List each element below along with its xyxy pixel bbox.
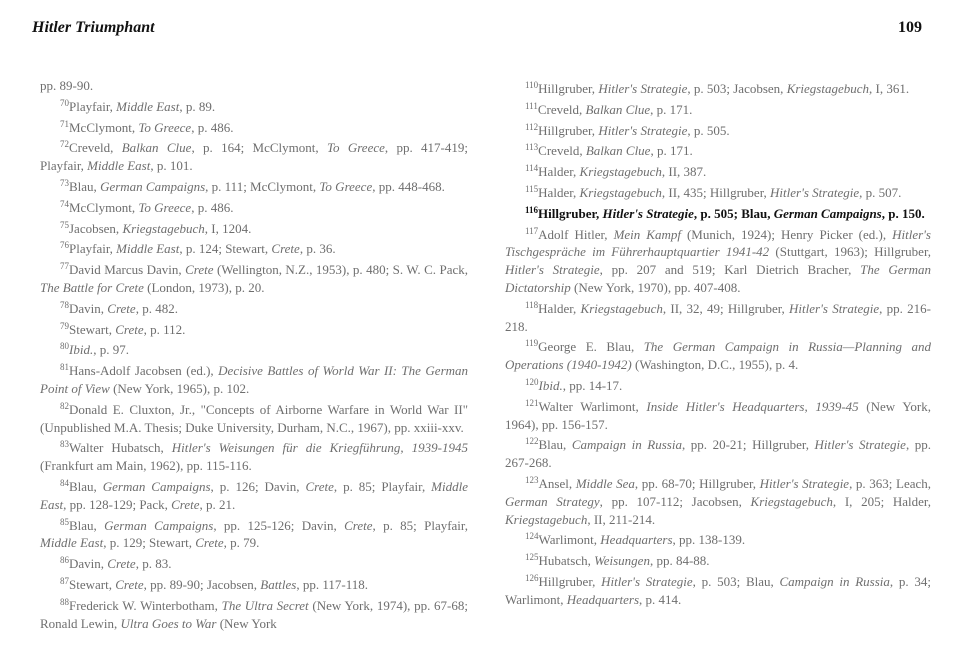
footnote-title: The German Dictatorship [505,262,931,295]
footnote-text: (New York [216,615,277,631]
footnote-text: , p. 505. [687,122,730,138]
page-number: 109 [898,19,922,36]
footnote-text: Jacobsen, [69,220,123,236]
footnote-text: , p. 34; Warlimont, [505,573,931,607]
footnote-title: Middle Sea [575,475,635,491]
footnote-number: 121 [525,397,539,408]
footnote [40,237,468,258]
footnote-text: , pp. 128-129; Pack, [63,496,172,512]
footnote-text: , pp. 89-90; Jacobsen, [143,576,261,592]
footnote-number: 117 [525,225,539,236]
footnote-title: Kriegstagebuch [505,511,588,527]
footnote-text: , p. 164; McClymont, [191,140,327,156]
footnote-text: McClymont, [69,119,139,135]
footnote-number: 86 [60,555,69,566]
footnote-text: , pp. 216-218. [505,300,931,334]
footnote-number: 70 [60,97,69,108]
footnote-title: Kriegstagebuch [579,164,662,180]
footnote-title: Ibid. [69,342,94,358]
footnote-title: Kriegstagebuch [579,184,662,200]
footnote-text: (Washington, D.C., 1955), p. 4. [631,357,799,373]
footnote [505,433,931,472]
footnote-number: 72 [60,139,69,150]
footnote-text: , p. 505; Blau, [693,205,774,221]
footnote-title: The Battle for Crete [40,279,144,295]
footnote [505,119,931,140]
footnote-title: Headquarters [566,591,639,607]
footnote-text: Creveld, [537,101,586,117]
footnote-text: , I, 1204. [204,220,252,236]
footnote-number: 88 [60,596,69,607]
footnote-text: Blau, [69,517,105,533]
footnote-text: (London, 1973), p. 20. [143,279,265,295]
footnote [40,297,468,318]
footnote-text: Hillgruber, [538,122,599,138]
footnote-title: Crete [115,576,144,592]
footnote-title: Hitler's Strategie [759,475,850,491]
footnote-text: Blau, [69,478,103,494]
footnote-title: German Campaigns [102,478,211,494]
footnote-number: 115 [525,183,539,194]
footnote-text: , p. 97. [93,342,129,358]
footnote-text: Hans-Adolf Jacobsen (ed.), [69,363,219,379]
footnote-text: Stewart, [69,576,116,592]
footnote [40,258,468,297]
footnote-number: 80 [60,341,69,352]
footnote-title: Middle East [116,241,180,257]
footnote-number: 119 [525,338,539,349]
footnote [505,570,931,609]
footnote-text: Halder, [538,164,580,180]
footnote-title: Kriegstagebuch [580,300,663,316]
footnote-text: Walter Hubatsch, [69,440,172,456]
footnote [40,175,468,196]
footnote-number: 113 [525,142,539,153]
footnote-title: German Campaigns [104,517,214,533]
footnote-text: Hillgruber, [538,81,599,96]
footnote-number: 87 [60,575,69,586]
footnote-title: Mein Kampf [613,226,681,242]
footnote-text: , p. 101. [150,158,193,174]
footnote-title: Kriegstagebuch [786,81,870,96]
footnote-number: 116 [525,204,539,215]
footnote [40,95,468,116]
footnote-text: Hillgruber, [538,205,603,221]
footnote-text: Donald E. Cluxton, Jr., "Concepts of Airborne Warfare in World War II" (Unpublished M.A. Thesis; Duke University, Durham, N.C., 1967), pp. xxiii-xxv. [40,401,468,435]
footnote-title: Crete [185,262,214,278]
footnote-text: Hubatsch, [538,553,595,569]
footnote-number: 75 [60,219,69,230]
footnote [505,77,931,98]
footnote-title: Headquarters [600,532,673,548]
footnote-number: 110 [525,80,539,90]
footnote-text: , p. 36. [299,241,336,257]
footnote-text: , p. 124; Stewart, [179,241,272,257]
running-title: Hitler Triumphant [32,19,155,36]
footnote-number: 81 [60,362,69,373]
footnote-text: (Munich, 1924); Henry Picker (ed.), [680,226,893,242]
footnote-title: Inside Hitler's Headquarters, 1939-45 [646,398,859,414]
footnote-title: Campaign in Russia [571,437,682,453]
footnote-text: Warlimont, [538,532,601,548]
footnote-text: Blau, [538,437,572,453]
footnote-text: McClymont, [69,199,139,215]
footnote-text: (Stuttgart, 1963); Hillgruber, [769,244,931,260]
footnote [40,436,468,475]
footnote-text: Halder, [538,184,580,200]
footnote-title: Hitler's Weisungen für die Kriegführung, 1939-1945 [171,440,469,456]
footnote-text: Stewart, [69,321,116,337]
footnote-text: , p. 507. [859,184,902,200]
footnote-text: , pp. 207 and 519; Karl Dietrich Bracher, [599,262,861,278]
notes-column-right [505,77,931,609]
footnote-title: Hitler's Tischgespräche im Führerhauptquartier 1941-42 [505,226,931,260]
footnote-text: George E. Blau, [538,339,644,355]
footnote-number: 126 [525,572,539,583]
footnote-text: , p. 83. [135,556,172,572]
footnote-title: Middle East [87,158,151,174]
footnote [505,160,931,181]
footnote-text: , I, 361. [869,81,910,96]
footnote-text: Walter Warlimont, [538,398,647,414]
footnote-text: , pp. 267-268. [505,437,931,471]
footnote-text: , II, 435; Hillgruber, [661,184,771,200]
footnote-text: , p. 503; Jacobsen, [687,81,787,96]
footnote-number: 78 [60,299,69,310]
notes-column-left [40,77,468,632]
footnote-title: Middle East [40,535,104,551]
footnote-number: 83 [60,439,69,450]
footnote-title: Crete [195,535,224,551]
footnote [505,549,931,570]
footnote-title: German Campaigns [100,178,206,194]
footnote-text: , pp. 117-118. [296,576,368,592]
footnote-title: Crete [115,321,144,337]
footnote-text: Playfair, [69,98,117,114]
footnote-text: , II, 32, 49; Hillgruber, [662,300,790,316]
footnote [40,116,468,137]
footnote [40,552,468,573]
footnote-number: 84 [60,477,69,488]
footnote-number: 74 [60,198,69,209]
footnote-title: Crete [107,556,136,572]
footnote-number: 125 [525,552,539,563]
footnote-number: 118 [525,299,539,310]
footnote-text: Creveld, [69,140,122,156]
footnote-title: Hitler's Strategie [505,262,600,278]
footnote-title: Decisive Battles of World War II: The German Point of View [40,363,469,396]
footnote-text: , pp. 417-419; Playfair, [40,140,468,174]
footnote [40,318,468,339]
footnote-text: , p. 85; Playfair, [372,517,468,533]
footnote-text: (Wellington, N.Z., 1953), p. 480; S. W. C. Pack, [213,262,468,278]
footnote-number: 122 [525,436,539,447]
footnote-text: , pp. 14-17. [562,377,623,393]
footnote-number: 82 [60,400,69,411]
footnote [40,475,468,514]
footnote-text: (New York, 1965), p. 102. [109,380,250,396]
footnote [40,573,468,594]
footnote-number: 73 [60,177,69,188]
footnote-text: , I, 205; Halder, [832,493,931,509]
footnote-title: Balkan Clue [585,101,651,117]
footnote [505,297,931,336]
footnote-title: Weisungen [594,553,650,569]
footnote-text: Adolf Hitler, [538,226,614,242]
footnote [40,594,468,633]
footnote [40,217,468,238]
footnote-number: 77 [60,261,69,272]
footnote-text: (Frankfurt am Main, 1962), pp. 115-116. [40,458,252,474]
footnote [505,202,931,223]
footnote [40,338,468,359]
footnote-title: Hitler's Strategie [598,122,688,138]
footnote-text: , p. 111; McClymont, [205,178,320,194]
footnote-text: , p. 171. [650,101,693,117]
footnote-text: , pp. 138-139. [672,532,746,548]
footnote-text: , p. 89. [179,98,216,114]
footnote-title: Crete [344,517,373,533]
footnote [505,139,931,160]
footnote-text: , pp. 84-88. [649,553,710,569]
footnote-title: Hitler's Strategie [789,300,880,316]
footnote-text: , p. 503; Blau, [692,573,780,589]
footnote-text: , pp. 20-21; Hillgruber, [681,437,815,453]
footnote-title: Middle East [116,98,180,114]
footnote-text: , pp. 448-468. [372,178,445,194]
footnote-text: Playfair, [69,241,117,257]
footnote-title: Hitler's Strategie [601,573,693,589]
footnote-title: Balkan Clue [121,140,192,156]
footnote-title: To Greece [138,199,192,215]
footnote-text: Frederick W. Winterbotham, [69,597,222,613]
footnote-number: 79 [60,320,69,331]
footnote-text: Davin, [69,556,108,572]
footnote-text: , p. 129; Stewart, [103,535,196,551]
footnote-title: Ultra Goes to War [120,615,217,631]
footnote-title: To Greece [138,119,192,135]
footnote-title: The Ultra Secret [221,597,309,613]
footnote-title: Hitler's Strategie [598,81,688,96]
footnote-title: Crete [271,241,300,257]
footnote-text: , pp. 68-70; Hillgruber, [634,475,760,491]
footnote-text: , p. 21. [199,496,236,512]
footnote-title: Battles [260,576,297,592]
footnote-text: , p. 414. [639,591,682,607]
footnote-text: , p. 150. [881,205,925,221]
footnote-text: , II, 387. [661,164,707,180]
footnote-title: Crete [171,496,200,512]
footnote-title: To Greece [326,140,385,156]
footnote-number: 124 [525,531,539,542]
footnote [40,398,468,437]
footnote-number: 123 [525,474,539,485]
footnote-title: German Campaigns [773,205,882,221]
footnote-text: pp. 89-90. [40,78,94,93]
footnote-title: Hitler's Strategie [770,184,860,200]
footnote [505,335,931,374]
footnote-number: 111 [525,100,538,111]
footnote-title: Hitler's Strategie [602,205,694,221]
footnote [505,528,931,549]
footnote-text: , p. 79. [223,535,260,551]
footnote-title: Middle East [40,478,468,512]
footnote [505,223,931,297]
footnote-number: 85 [60,516,69,527]
footnote [505,395,931,434]
footnote [505,181,931,202]
footnote-text: , pp. 107-112; Jacobsen, [599,493,751,509]
footnote-text: (New York, 1964), pp. 156-157. [505,398,931,432]
footnote-text: (New York, 1974), pp. 67-68; Ronald Lewin, [40,597,469,631]
footnote-text: Creveld, [538,143,586,159]
footnote-number: 112 [525,121,539,132]
footnote-title: Kriegstagebuch [750,493,833,509]
footnote-text: Blau, [69,178,101,194]
footnote [505,98,931,119]
footnote-text: , pp. 125-126; Davin, [213,517,345,533]
footnote-text: , p. 112. [143,321,186,337]
footnote-text: Halder, [538,300,581,316]
footnote-text: (New York, 1970), pp. 407-408. [570,279,741,295]
footnote-title: Crete [305,478,334,494]
footnote-title: Balkan Clue [585,143,651,159]
footnote-text: , p. 486. [191,119,234,135]
footnote-text: , p. 486. [191,199,234,215]
footnote-text: , p. 363; Leach, [849,475,932,491]
footnote [40,359,468,398]
footnote-title: The German Campaign in Russia—Planning and Operations (1940-1942) [505,339,931,373]
footnote-title: Kriegstagebuch [122,220,205,236]
footnote-number: 120 [525,376,539,387]
footnote-title: Ibid. [538,377,563,393]
footnote-number: 71 [60,118,69,129]
footnote-text: Hillgruber, [538,573,602,589]
footnote [505,374,931,395]
footnote-text: , II, 211-214. [587,511,656,527]
footnote [40,136,468,175]
footnote [505,472,931,528]
footnote-text: , p. 171. [650,143,693,159]
footnote-title: To Greece [319,178,373,194]
footnote-number: 114 [525,163,539,174]
footnote-title: German Strategy [505,493,600,509]
footnote-text: , p. 85; Playfair, [333,478,432,494]
footnote [40,514,468,553]
footnote-text: Davin, [69,300,108,316]
footnote-number: 76 [60,240,69,251]
footnote-text: Ansel, [538,475,576,491]
footnote-title: Campaign in Russia [779,573,890,589]
footnote [40,77,468,95]
footnote-text: , p. 482. [135,300,178,316]
footnote-text: , p. 126; Davin, [210,478,306,494]
footnote [40,196,468,217]
footnote-title: Hitler's Strategie [814,437,906,453]
footnote-title: Crete [107,300,136,316]
footnote-text: David Marcus Davin, [69,262,186,278]
